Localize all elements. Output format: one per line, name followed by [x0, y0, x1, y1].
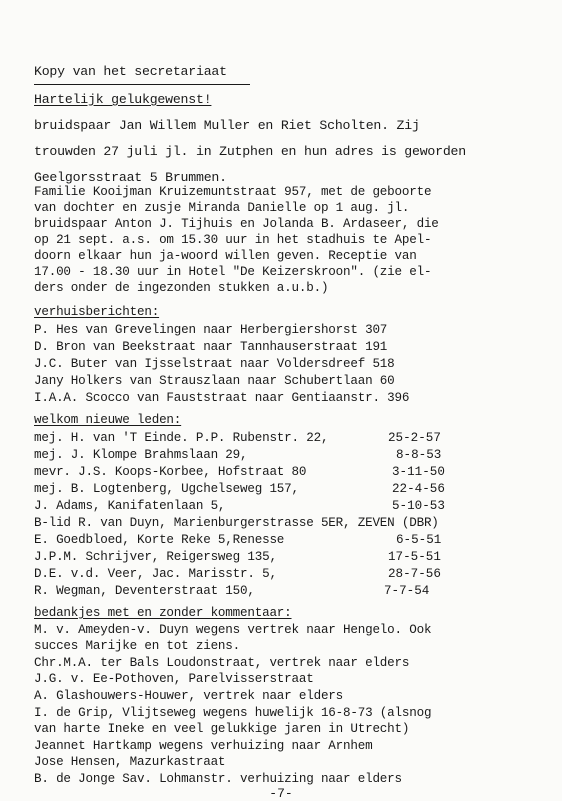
member-date: 6-5-51: [396, 533, 442, 547]
bedankjes-item: Jeannet Hartkamp wegens verhuizing naar Arnhem: [34, 739, 373, 753]
bedankjes-item: B. de Jonge Sav. Lohmanstr. verhuizing naar elders: [34, 772, 402, 786]
intro-line: doorn elkaar hun ja-woord willen geven. Receptie van: [34, 249, 417, 263]
intro-line: Geelgorsstraat 5 Brummen.: [34, 170, 227, 185]
welkom-heading: welkom nieuwe leden:: [34, 413, 182, 427]
intro-line: trouwden 27 juli jl. in Zutphen en hun adres is geworden: [34, 144, 466, 159]
section-title: Kopy van het secretariaat: [34, 64, 227, 79]
bedankjes-item: Chr.M.A. ter Bals Loudonstraat, vertrek naar elders: [34, 656, 410, 670]
intro-line: op 21 sept. a.s. om 15.30 uur in het stadhuis te Apel-: [34, 233, 432, 247]
bedankjes-item: succes Marijke en tot ziens.: [34, 639, 241, 653]
member-name: J. Adams, Kanifatenlaan 5,: [34, 499, 226, 513]
intro-line: van dochter en zusje Miranda Danielle op 1 aug. jl.: [34, 201, 410, 215]
verhuis-item: P. Hes van Grevelingen naar Herbergiershorst 307: [34, 323, 388, 337]
intro-line: Familie Kooijman Kruizemuntstraat 957, met de geboorte: [34, 185, 432, 199]
member-name: E. Goedbloed, Korte Reke 5,Renesse: [34, 533, 285, 547]
verhuis-item: I.A.A. Scocco van Fauststraat naar Gentiaanstr. 396: [34, 391, 410, 405]
intro-line: bruidspaar Jan Willem Muller en Riet Scholten. Zij: [34, 118, 420, 133]
member-date: 3-11-50: [392, 465, 445, 479]
bedankjes-item: M. v. Ameyden-v. Duyn wegens vertrek naar Hengelo. Ook: [34, 623, 432, 637]
member-name: B-lid R. van Duyn, Marienburgerstrasse 5ER, ZEVEN (DBR): [34, 516, 439, 530]
member-date: 5-10-53: [392, 499, 445, 513]
member-name: D.E. v.d. Veer, Jac. Marisstr. 5,: [34, 567, 277, 581]
member-date: 22-4-56: [392, 482, 445, 496]
member-name: R. Wegman, Deventerstraat 150,: [34, 584, 255, 598]
page-number: -7-: [269, 786, 293, 801]
intro-line: bruidspaar Anton J. Tijhuis en Jolanda B. Ardaseer, die: [34, 217, 439, 231]
member-name: mevr. J.S. Koops-Korbee, Hofstraat 80: [34, 465, 307, 479]
bedankjes-item: A. Glashouwers-Houwer, vertrek naar elders: [34, 689, 344, 703]
verhuis-item: D. Bron van Beekstraat naar Tannhauserstraat 191: [34, 340, 388, 354]
member-name: mej. J. Klompe Brahmslaan 29,: [34, 448, 248, 462]
member-date: 8-8-53: [396, 448, 442, 462]
section-subtitle: Hartelijk gelukgewenst!: [34, 92, 212, 107]
verhuis-heading: verhuisberichten:: [34, 305, 160, 319]
bedankjes-item: J.G. v. Ee-Pothoven, Parelvisserstraat: [34, 672, 314, 686]
verhuis-item: Jany Holkers van Strauszlaan naar Schubertlaan 60: [34, 374, 395, 388]
member-date: 7-7-54: [384, 584, 430, 598]
member-date: 17-5-51: [388, 550, 441, 564]
intro-line: 17.00 - 18.30 uur in Hotel "De Keizerskroon". (zie el-: [34, 265, 432, 279]
bedankjes-item: I. de Grip, Vlijtseweg wegens huwelijk 16-8-73 (alsnog: [34, 706, 432, 720]
member-name: mej. H. van 'T Einde. P.P. Rubenstr. 22,: [34, 431, 329, 445]
bedankjes-item: van harte Ineke en veel gelukkige jaren in Utrecht): [34, 722, 410, 736]
bedankjes-heading: bedankjes met en zonder kommentaar:: [34, 606, 292, 620]
bedankjes-item: Jose Hensen, Mazurkastraat: [34, 755, 226, 769]
verhuis-item: J.C. Buter van Ijsselstraat naar Voldersdreef 518: [34, 357, 395, 371]
member-date: 25-2-57: [388, 431, 441, 445]
intro-line: ders onder de ingezonden stukken a.u.b.): [34, 281, 329, 295]
member-name: mej. B. Logtenberg, Ugchelseweg 157,: [34, 482, 299, 496]
member-date: 28-7-56: [388, 567, 441, 581]
member-name: J.P.M. Schrijver, Reigersweg 135,: [34, 550, 277, 564]
title-rule: [34, 84, 250, 85]
